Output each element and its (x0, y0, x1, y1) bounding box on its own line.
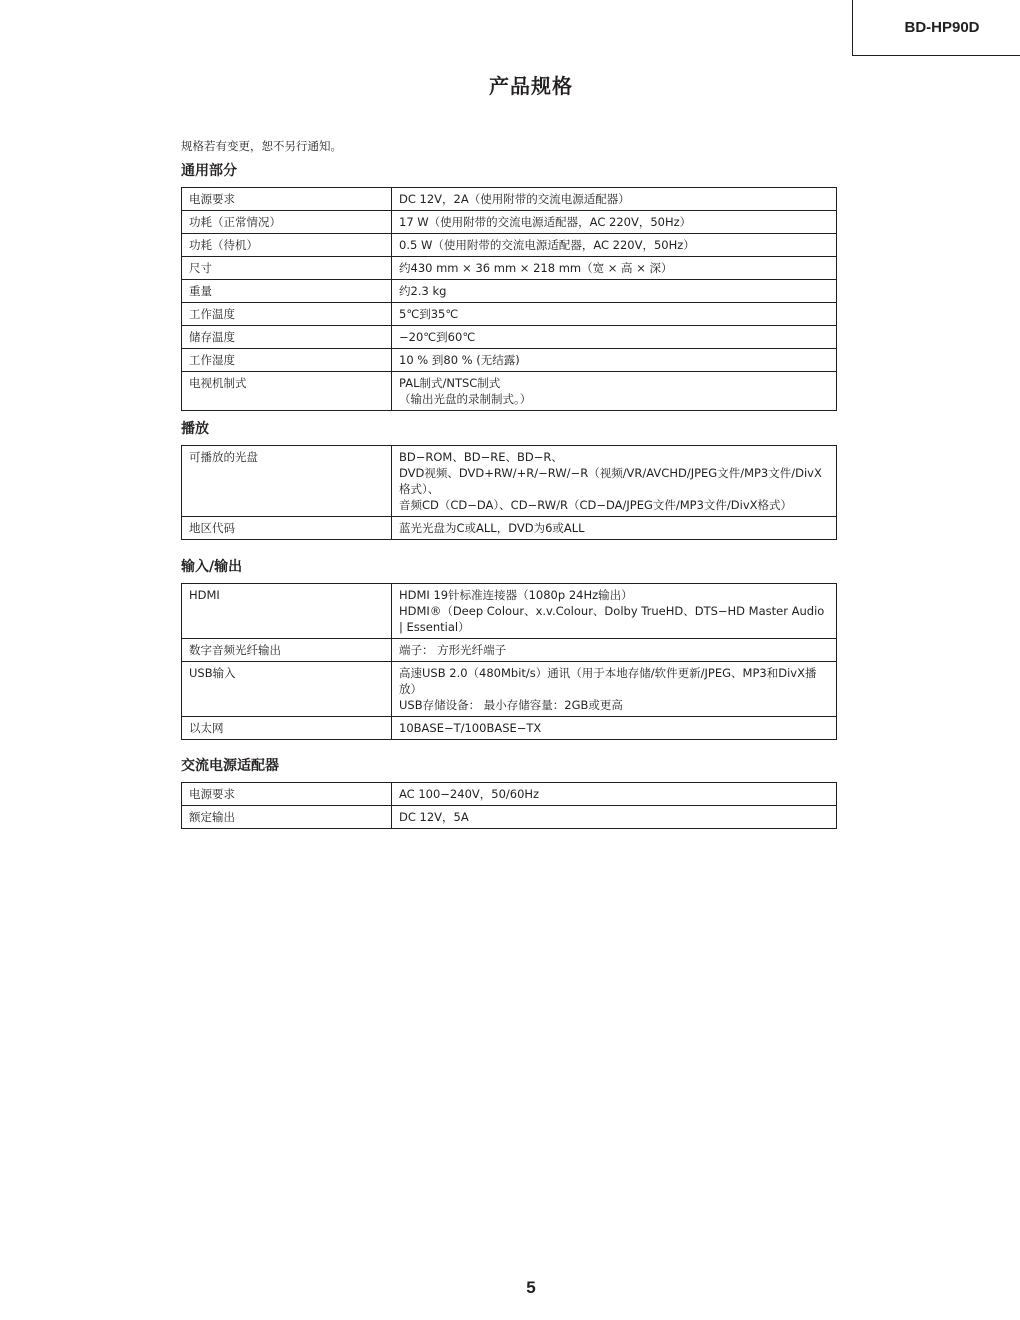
spec-value: 蓝光光盘为C或ALL，DVD为6或ALL (392, 517, 837, 540)
spec-value: PAL制式/NTSC制式 （输出光盘的录制制式。） (392, 372, 837, 411)
spec-value: 10 % 到80 % (无结露) (392, 349, 837, 372)
spec-key: 以太网 (182, 717, 392, 740)
spec-value: 0.5 W（使用附带的交流电源适配器，AC 220V，50Hz） (392, 234, 837, 257)
section-heading: 播放 (181, 421, 209, 437)
table-row (182, 717, 837, 740)
spec-key: 储存温度 (182, 326, 392, 349)
table-row (182, 517, 837, 540)
spec-key: HDMI (182, 584, 392, 639)
spec-key: 重量 (182, 280, 392, 303)
table-row (182, 662, 837, 717)
spec-value: 高速USB 2.0（480Mbit/s）通讯（用于本地存储/软件更新/JPEG、MP3和DivX播放） USB存储设备： 最小存储容量：2GB或更高 (392, 662, 837, 717)
section-io (181, 559, 837, 740)
section-playback (181, 421, 837, 540)
spec-key: 电源要求 (182, 188, 392, 211)
spec-key: 额定输出 (182, 806, 392, 829)
spec-key: USB输入 (182, 662, 392, 717)
spec-key: 地区代码 (182, 517, 392, 540)
table-row (182, 446, 837, 517)
model-number: BD-HP90D (904, 19, 980, 36)
spec-value: 端子： 方形光纤端子 (392, 639, 837, 662)
spec-key: 工作湿度 (182, 349, 392, 372)
spec-value: 约430 mm × 36 mm × 218 mm（宽 × 高 × 深） (392, 257, 837, 280)
spec-key: 数字音频光纤输出 (182, 639, 392, 662)
spec-key: 工作温度 (182, 303, 392, 326)
table-row (182, 639, 837, 662)
spec-table-playback (181, 445, 837, 540)
spec-value: HDMI 19针标准连接器（1080p 24Hz输出） HDMI®（Deep Colour、x.v.Colour、Dolby TrueHD、DTS−HD Master Audio | Essential） (392, 584, 837, 639)
spec-value: AC 100−240V，50/60Hz (392, 783, 837, 806)
spec-table-general (181, 187, 837, 411)
table-row (182, 349, 837, 372)
spec-key: 功耗（正常情况） (182, 211, 392, 234)
section-general (181, 163, 837, 411)
table-row (182, 806, 837, 829)
table-row (182, 211, 837, 234)
spec-value: −20℃到60℃ (392, 326, 837, 349)
spec-key: 电视机制式 (182, 372, 392, 411)
spec-value: 17 W（使用附带的交流电源适配器，AC 220V，50Hz） (392, 211, 837, 234)
spec-key: 可播放的光盘 (182, 446, 392, 517)
table-row (182, 783, 837, 806)
section-heading: 通用部分 (181, 163, 237, 179)
table-row (182, 280, 837, 303)
spec-value: 10BASE−T/100BASE−TX (392, 717, 837, 740)
table-row (182, 188, 837, 211)
table-row (182, 257, 837, 280)
table-row (182, 303, 837, 326)
section-heading: 交流电源适配器 (181, 758, 279, 774)
spec-key: 尺寸 (182, 257, 392, 280)
spec-key: 电源要求 (182, 783, 392, 806)
page-number: 5 (526, 1278, 536, 1297)
page-title: 产品规格 (489, 74, 573, 98)
spec-value: DC 12V，2A（使用附带的交流电源适配器） (392, 188, 837, 211)
section-ac-adapter (181, 758, 837, 829)
spec-value: 5℃到35℃ (392, 303, 837, 326)
table-row (182, 584, 837, 639)
notice-text: 规格若有变更，恕不另行通知。 (181, 139, 342, 153)
table-row (182, 372, 837, 411)
table-row (182, 326, 837, 349)
spec-value: DC 12V，5A (392, 806, 837, 829)
table-row (182, 234, 837, 257)
spec-value: BD−ROM、BD−RE、BD−R、 DVD视频、DVD+RW/+R/−RW/−R（视频/VR/AVCHD/JPEG文件/MP3文件/DivX格式）、 音频CD（CD−DA）、CD−RW/R（CD−DA/JPEG文件/MP3文件/DivX格式） (392, 446, 837, 517)
section-heading: 输入/输出 (181, 559, 243, 575)
spec-table-ac-adapter (181, 782, 837, 829)
spec-key: 功耗（待机） (182, 234, 392, 257)
spec-table-io (181, 583, 837, 740)
spec-value: 约2.3 kg (392, 280, 837, 303)
